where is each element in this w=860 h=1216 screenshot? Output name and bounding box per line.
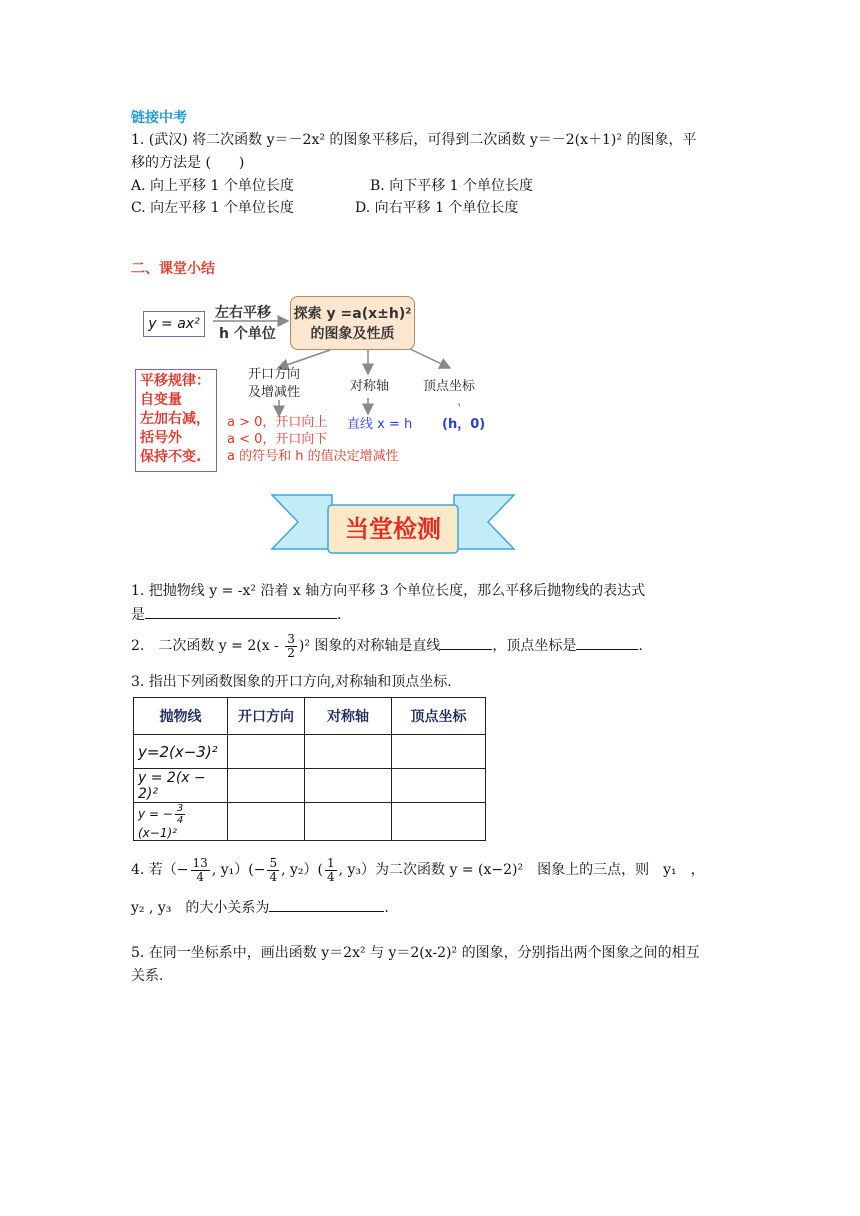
test-q4-line1: 4. 若（− $\frac{13}{4}$ , y₁）(− $\frac{5}{4}$ , y₂）( $\frac{1}{4}$ , y₃）为二次函数 y = (x−2)² 图象上的三点，则 y₁ ， <box>131 855 705 884</box>
table-header: 对称轴 <box>305 698 392 735</box>
table-header: 抛物线 <box>134 698 228 735</box>
test-q1-line2: 是 . <box>131 604 341 624</box>
test-q3: 3. 指出下列函数图象的开口方向,对称轴和顶点坐标. <box>131 674 452 690</box>
table-cell <box>392 735 486 769</box>
branch-axis: 对称轴 <box>350 379 390 394</box>
table-header: 顶点坐标 <box>392 698 486 735</box>
table-cell <box>228 735 305 769</box>
fraction: $\frac{5}{4}$ <box>269 855 278 884</box>
test-q4-line2: y₂ , y₃ 的大小关系为 . <box>131 897 389 917</box>
section-heading-zhongkao: 链接中考 <box>131 110 187 126</box>
section-heading-summary: 二、课堂小结 <box>131 261 215 277</box>
function-box: y = ax² <box>143 311 205 337</box>
q1-line1: 1. (武汉) 将二次函数 y＝－2x² 的图象平移后，可得到二次函数 y＝－2(x＋1)² 的图象，平 <box>131 132 697 148</box>
table-cell <box>392 769 486 803</box>
answer-table <box>133 697 486 841</box>
answer-blank <box>440 635 492 650</box>
rule-box: 平移规律： 自变量 左加右减， 括号外 保持不变. <box>135 369 217 472</box>
table-cell <box>305 735 392 769</box>
test-q5-line2: 关系. <box>131 968 164 984</box>
table-header: 开口方向 <box>228 698 305 735</box>
test-q1-line1: 1. 把抛物线 y = -x² 沿着 x 轴方向平移 3 个单位长度，那么平移后抛物线的表达式 <box>131 583 646 599</box>
test-q2: 2. 二次函数 y = 2(x - $\frac{3}{2}$ )² 图象的对称轴是直线 ，顶点坐标是 . <box>131 631 643 660</box>
fraction: $\frac{13}{4}$ <box>192 855 208 884</box>
table-cell <box>305 769 392 803</box>
option-d: D. 向右平移 1 个单位长度 <box>355 200 519 216</box>
branch-vertex: 顶点坐标 <box>423 379 476 394</box>
table-cell <box>228 803 305 841</box>
banner-title: 当堂检测 <box>345 515 441 543</box>
answer-blank <box>269 897 384 912</box>
table-cell: y=2(x−3)² <box>134 735 228 769</box>
vertex-detail: (h，0) <box>442 417 486 432</box>
table-cell <box>228 769 305 803</box>
table-header-row <box>134 698 486 735</box>
answer-blank <box>576 635 638 650</box>
test-q5-line1: 5. 在同一坐标系中，画出函数 y＝2x² 与 y＝2(x-2)² 的图象，分别指出两个图象之间的相互 <box>131 945 700 961</box>
option-b: B. 向下平移 1 个单位长度 <box>370 178 533 194</box>
opening-details: a > 0，开口向上 a < 0，开口向下 a 的符号和 h 的值决定增减性 <box>227 415 399 464</box>
q1-line2: 移的方法是 ( ) <box>131 155 245 171</box>
table-cell: y = 2(x − 2)² <box>134 769 228 803</box>
fraction: $\frac{1}{4}$ <box>326 855 335 884</box>
axis-detail: 直线 x = h <box>347 417 413 432</box>
arrow-label-bottom: h 个单位 <box>219 326 276 342</box>
table-cell <box>305 803 392 841</box>
explore-box: 探索 y =a(x±h)² 的图象及性质 <box>290 296 415 350</box>
table-row <box>134 735 486 769</box>
answer-blank <box>145 604 337 619</box>
arrow-label-top: 左右平移 <box>215 305 271 321</box>
table-cell <box>392 803 486 841</box>
table-cell: y = − $\frac{3}{4}$ (x−1)² <box>134 803 228 841</box>
table-row <box>134 803 486 841</box>
option-c: C. 向左平移 1 个单位长度 <box>131 200 294 216</box>
table-row <box>134 769 486 803</box>
option-a: A. 向上平移 1 个单位长度 <box>131 178 294 194</box>
fraction: $\frac{3}{2}$ <box>287 631 295 660</box>
branch-opening: 开口方向 及增减性 <box>248 367 301 400</box>
fraction: $\frac{3}{4}$ <box>176 803 184 826</box>
